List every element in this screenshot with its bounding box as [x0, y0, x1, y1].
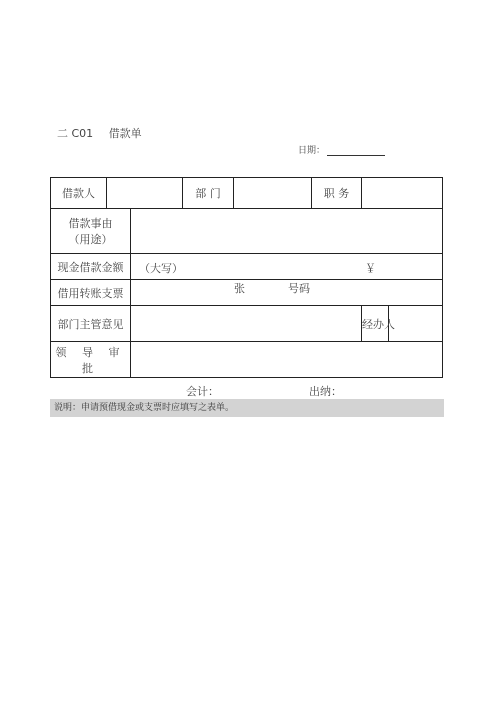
borrower-field[interactable] — [107, 178, 183, 209]
department-field[interactable] — [234, 178, 312, 209]
check-number-label: 号码 — [288, 282, 310, 295]
department-label: 部 门 — [183, 178, 234, 209]
cash-amount-row — [51, 254, 443, 280]
handler-field[interactable] — [389, 306, 443, 342]
handler-label: 经办人 — [362, 306, 389, 342]
purpose-label-line-2: （用途） — [68, 233, 113, 246]
check-count-label: 张 — [234, 282, 245, 295]
purpose-row — [51, 209, 443, 254]
borrower-label: 借款人 — [51, 178, 107, 209]
borrower-row — [51, 178, 443, 209]
check-field[interactable] — [131, 280, 443, 306]
leader-label: 领 导 审 批 — [51, 342, 131, 378]
dept-head-row — [51, 306, 443, 342]
check-label: 借用转账支票 — [51, 280, 131, 306]
loan-form-table — [50, 177, 443, 378]
cashier-label: 出纳： — [309, 385, 342, 398]
accountant-label: 会计： — [186, 385, 219, 398]
leader-row — [51, 342, 443, 378]
position-label: 职 务 — [312, 178, 362, 209]
form-note: 说明：申请预借现金或支票时应填写之表单。 — [50, 399, 444, 417]
date-field[interactable] — [327, 145, 385, 156]
position-field[interactable] — [362, 178, 443, 209]
purpose-field[interactable] — [131, 209, 443, 254]
document-title — [57, 125, 142, 141]
dept-head-field[interactable] — [131, 306, 362, 342]
dept-head-label: 部门主管意见 — [51, 306, 131, 342]
capital-label: （大写） — [139, 262, 183, 275]
purpose-label — [51, 209, 131, 254]
cash-amount-field[interactable] — [131, 254, 443, 280]
date-row — [298, 143, 385, 156]
purpose-label-line-1: 借款事由 — [68, 217, 113, 230]
leader-field[interactable] — [131, 342, 443, 378]
check-row — [51, 280, 443, 306]
date-label: 日期： — [298, 146, 326, 156]
yen-symbol: ￥ — [365, 262, 376, 275]
cash-amount-label: 现金借款金额 — [51, 254, 131, 280]
form-code: 二 C01 — [57, 127, 94, 140]
form-title: 借款单 — [108, 127, 142, 140]
